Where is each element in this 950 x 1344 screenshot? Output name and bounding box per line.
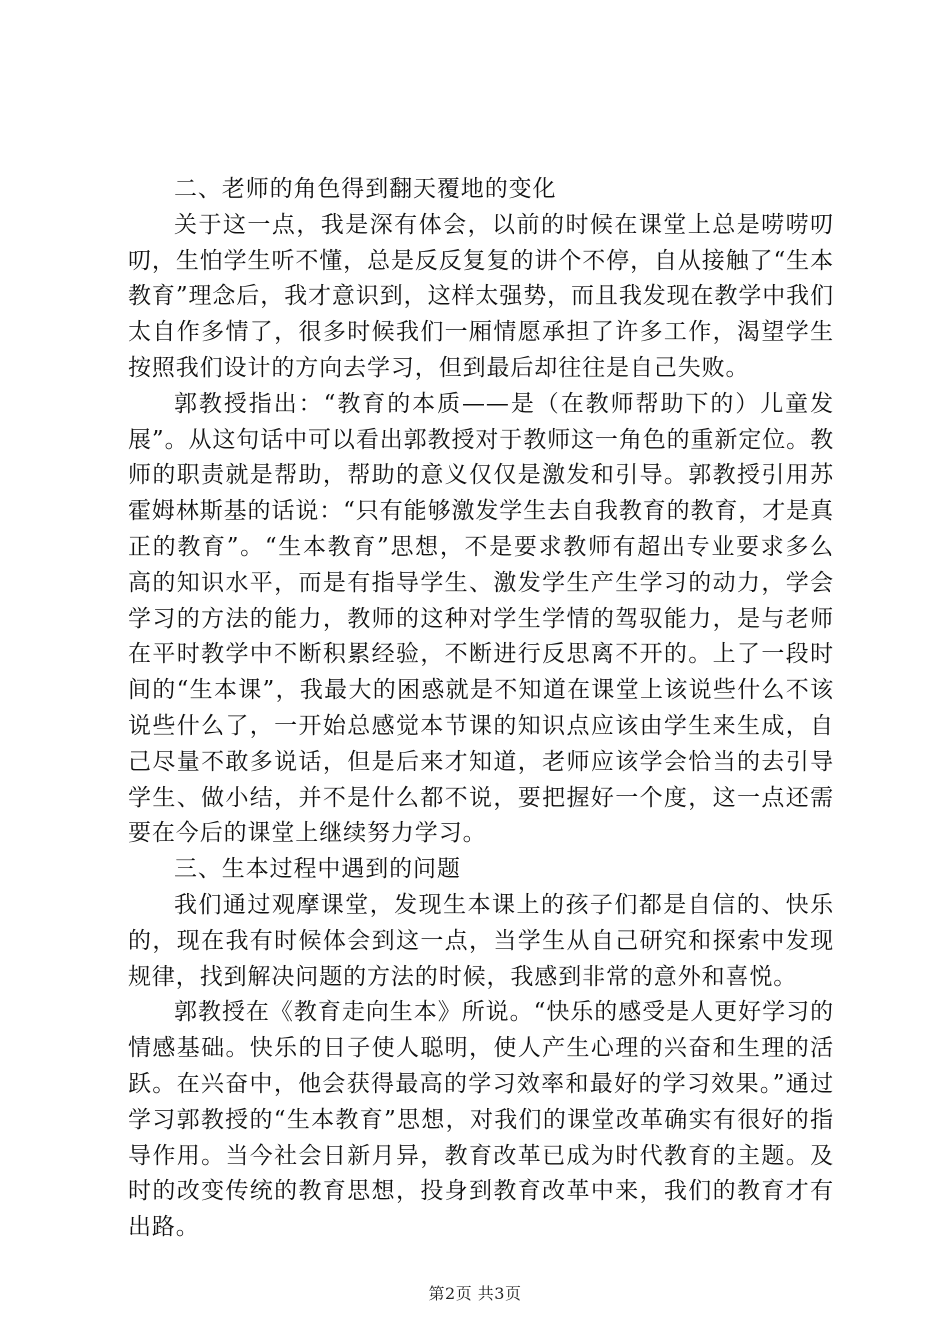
body-paragraph: 关于这一点，我是深有体会，以前的时候在课堂上总是唠唠叨叨，生怕学生听不懂，总是反反复复的讲个不停，自从接触了“生本教育”理念后，我才意识到，这样太强势，而且我发现在教学中我们太自作多情了，很多时候我们一厢情愿承担了许多工作，渴望学生按照我们设计的方向去学习，但到最后却往往是自己失败。 xyxy=(128,211,834,381)
document-body xyxy=(128,172,834,1246)
section-heading-3: 三、生本过程中遇到的问题 xyxy=(174,856,461,883)
section-heading-2: 二、老师的角色得到翻天覆地的变化 xyxy=(174,176,557,202)
page-number-footer: 第2页 共3页 xyxy=(428,1284,522,1303)
body-paragraph: 郭教授指出：“教育的本质——是（在教师帮助下的）儿童发展”。从这句话中可以看出郭教授对于教师这一角色的重新定位。教师的职责就是帮助，帮助的意义仅仅是激发和引导。郭教授引用苏霍姆林斯基的话说：“只有能够激发学生去自我教育的教育，才是真正的教育”。“生本教育”思想，不是要求教师有超出专业要求多么高的知识水平，而是有指导学生、激发学生产生学习的动力，学会学习的方法的能力，教师的这种对学生学情的驾驭能力，是与老师在平时教学中不断积累经验，不断进行反思离不开的。上了一段时间的“生本课”，我最大的困惑就是不知道在课堂上该说些什么不该说些什么了，一开始总感觉本节课的知识点应该由学生来生成，自己尽量不敢多说话，但是后来才知道，老师应该学会恰当的去引导学生、做小结，并不是什么都不说，要把握好一个度，这一点还需要在今后的课堂上继续努力学习。 xyxy=(128,390,834,847)
body-paragraph: 我们通过观摩课堂，发现生本课上的孩子们都是自信的、快乐的，现在我有时候体会到这一点，当学生从自己研究和探索中发现规律，找到解决问题的方法的时候，我感到非常的意外和喜悦。 xyxy=(128,891,834,990)
body-paragraph: 郭教授在《教育走向生本》所说。“快乐的感受是人更好学习的情感基础。快乐的日子使人聪明，使人产生心理的兴奋和生理的活跃。在兴奋中，他会获得最高的学习效率和最好的学习效果。”通过学习郭教授的“生本教育”思想，对我们的课堂改革确实有很好的指导作用。当今社会日新月异，教育改革已成为时代教育的主题。及时的改变传统的教育思想，投身到教育改革中来，我们的教育才有出路。 xyxy=(128,999,834,1241)
